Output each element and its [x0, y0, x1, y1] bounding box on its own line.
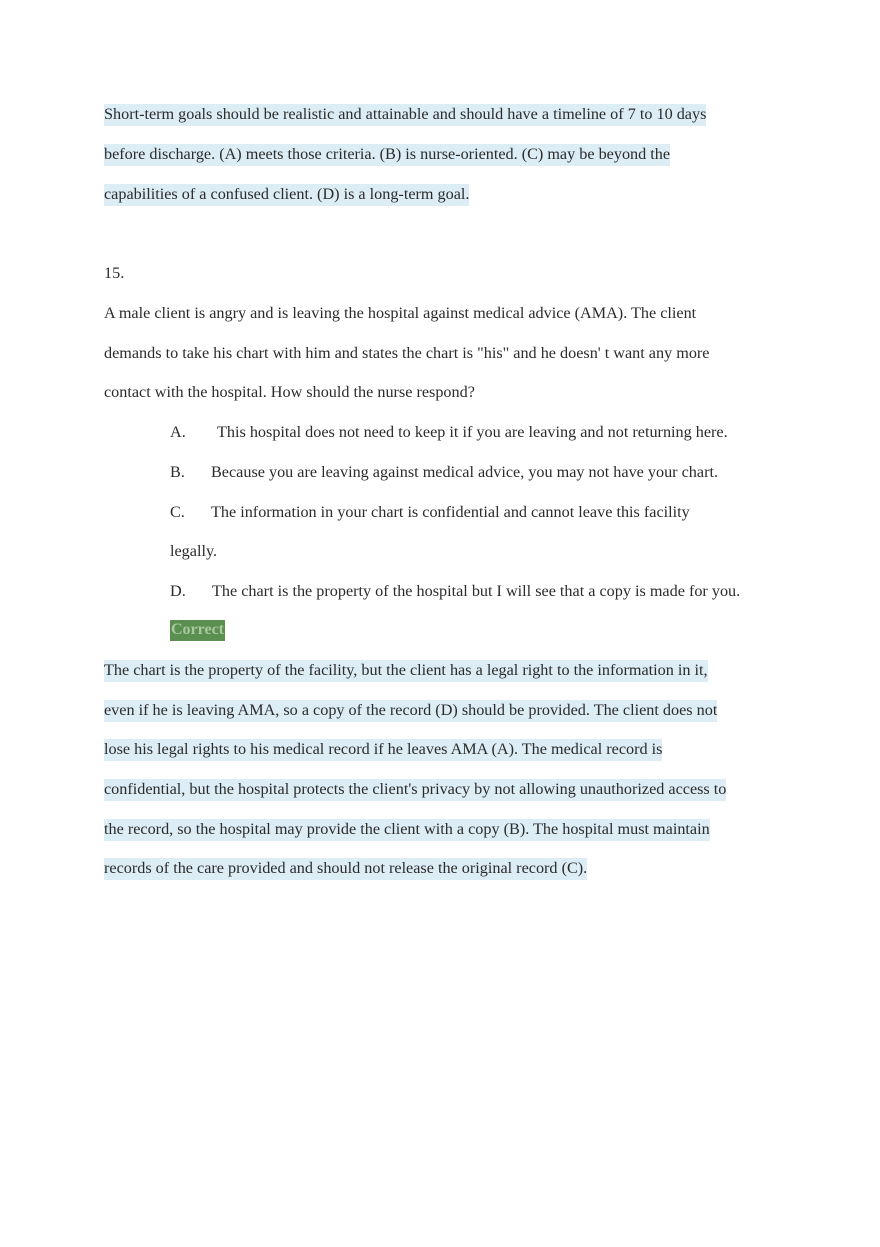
correct-badge: Correct	[170, 620, 225, 641]
option-letter: C.	[170, 503, 185, 521]
previous-rationale-line: Short-term goals should be realistic and attainable and should have a timeline of 7 to 10 days	[104, 104, 706, 126]
rationale-line: lose his legal rights to his medical record if he leaves AMA (A). The medical record is	[104, 739, 662, 761]
question-stem-line: contact with the hospital. How should the nurse respond?	[104, 383, 475, 401]
option-text-continuation: legally.	[170, 542, 218, 560]
option-text: The chart is the property of the hospital but I will see that a copy is made for you.	[212, 582, 741, 600]
question-stem-line: demands to take his chart with him and states the chart is "his" and he doesn' t want any more	[104, 344, 710, 362]
option-letter: D.	[170, 582, 186, 600]
option-text: Because you are leaving against medical advice, you may not have your chart.	[211, 463, 719, 481]
option-letter: B.	[170, 463, 185, 481]
question-number: 15.	[104, 264, 125, 282]
option-text: The information in your chart is confidential and cannot leave this facility	[211, 503, 690, 521]
rationale-line: The chart is the property of the facility, but the client has a legal right to the information in it,	[104, 660, 708, 682]
rationale-line: the record, so the hospital may provide the client with a copy (B). The hospital must maintain	[104, 819, 710, 841]
rationale-line: confidential, but the hospital protects the client's privacy by not allowing unauthorized access to	[104, 779, 726, 801]
option-letter: A.	[170, 423, 186, 441]
rationale-line: records of the care provided and should not release the original record (C).	[104, 858, 587, 880]
option-text: This hospital does not need to keep it if you are leaving and not returning here.	[217, 423, 728, 441]
question-stem-line: A male client is angry and is leaving the hospital against medical advice (AMA). The client	[104, 304, 697, 322]
rationale-line: even if he is leaving AMA, so a copy of the record (D) should be provided. The client does not	[104, 700, 717, 722]
previous-rationale-line: capabilities of a confused client. (D) is a long-term goal.	[104, 184, 469, 206]
previous-rationale-line: before discharge. (A) meets those criteria. (B) is nurse-oriented. (C) may be beyond the	[104, 144, 670, 166]
